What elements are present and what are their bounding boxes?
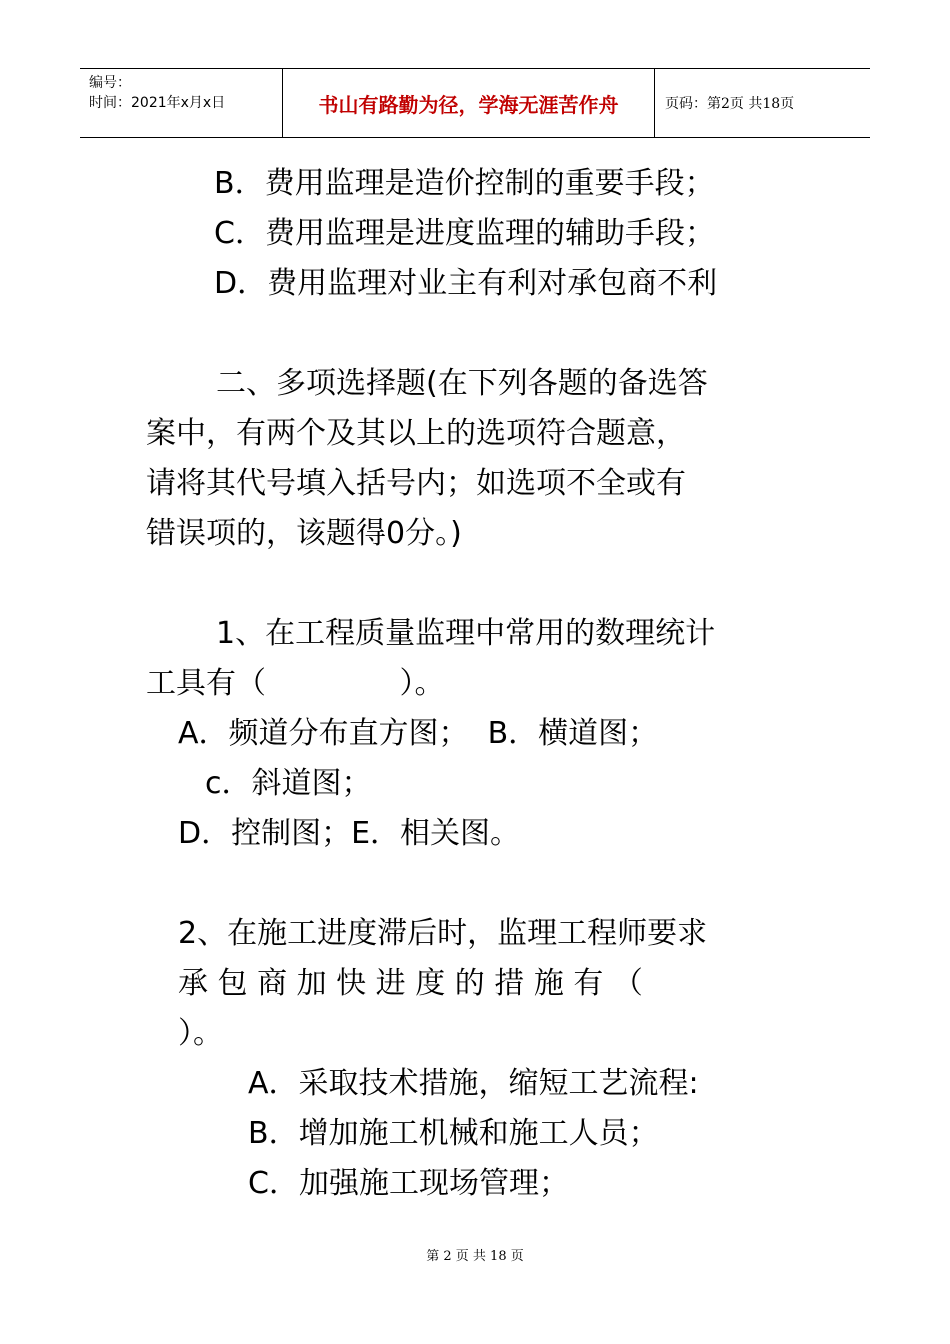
question-2-option-b: B．增加施工机械和施工人员； (248, 1116, 659, 1151)
question-2-line-2: 承 包 商 加 快 进 度 的 措 施 有 （ (178, 966, 643, 1001)
section-title-line-3: 请将其代号填入括号内；如选项不全或有 (146, 466, 686, 501)
question-1-options-ab: A．频道分布直方图； B．横道图； (178, 716, 659, 751)
section-title-line-2: 案中，有两个及其以上的选项符合题意， (146, 416, 686, 451)
question-1-line-2: 工具有（ ）。 (146, 666, 445, 701)
question-2-line-3: ）。 (178, 1016, 223, 1051)
question-1-options-de: D．控制图；E．相关图。 (178, 816, 521, 851)
header-motto: 书山有路勤为径，学海无涯苦作舟 (282, 69, 655, 137)
question-2-option-a: A．采取技术措施，缩短工艺流程: (248, 1066, 699, 1101)
question-2-line-1: 2、在施工进度滞后时，监理工程师要求 (178, 916, 708, 951)
document-number-label: 编号： (89, 75, 131, 91)
page-footer: 第 2 页 共 18 页 (426, 1249, 524, 1264)
option-d: D．费用监理对业主有利对承包商不利 (214, 266, 718, 301)
question-1-line-1: 1、在工程质量监理中常用的数理统计 (216, 616, 716, 651)
section-title-line-4: 错误项的，该题得0分。) (146, 516, 462, 551)
question-1-option-c: c．斜道图； (205, 766, 372, 801)
header-page-info: 页码：第2页 共18页 (665, 96, 795, 112)
header-meta (80, 69, 282, 137)
section-title-line-1: 二、多项选择题(在下列各题的备选答 (216, 366, 708, 401)
document-date-label: 时间：2021年x月x日 (89, 95, 226, 111)
option-b: B．费用监理是造价控制的重要手段； (214, 166, 715, 201)
page-header (80, 68, 870, 138)
question-2-option-c: C．加强施工现场管理； (248, 1166, 569, 1201)
option-c: C．费用监理是进度监理的辅助手段； (214, 216, 715, 251)
